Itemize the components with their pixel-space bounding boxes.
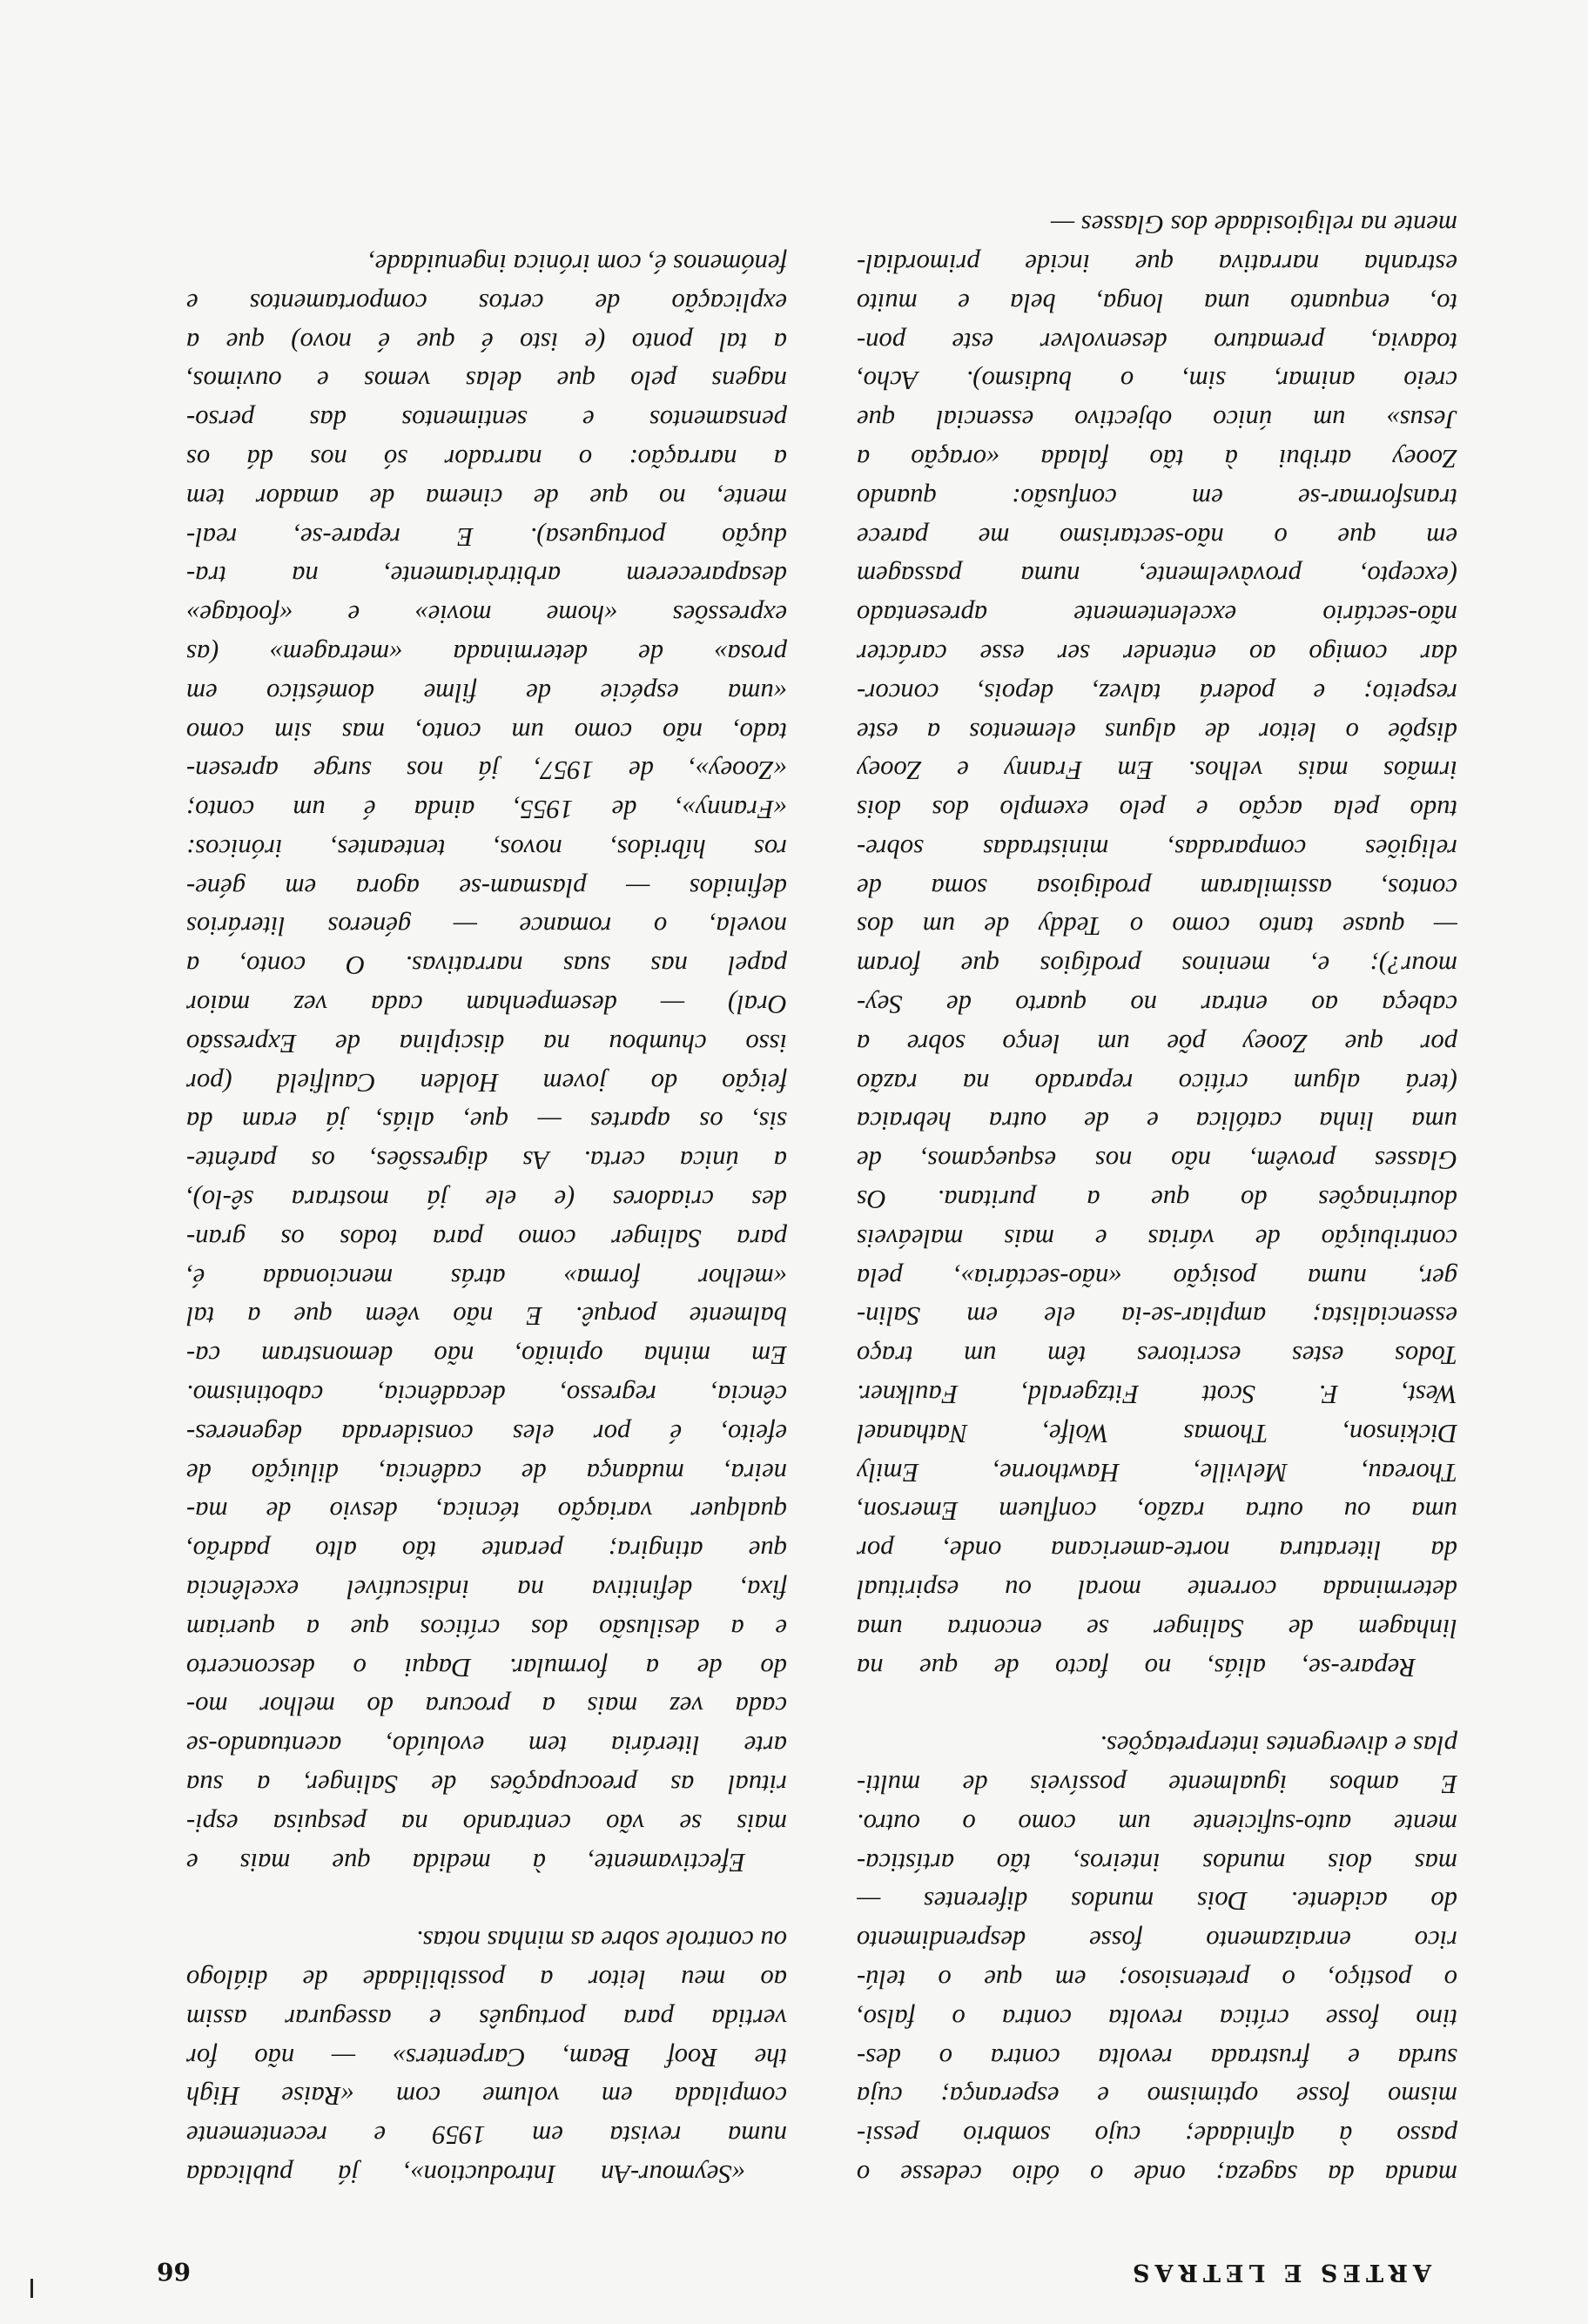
text-line: fixa, definitiva na indiscutível excelência: [186, 1575, 787, 1605]
text-line: neira, mudança de cadência, diluição de: [186, 1457, 787, 1488]
text-line: em que o não-sectarismo me parece: [857, 521, 1457, 552]
text-line: balmente porquê. E não vêem que a tal: [186, 1301, 787, 1332]
text-line: ao meu leitor a possibilidade de diálogo: [186, 1965, 787, 1995]
text-line: dispõe o leitor de alguns elementos a este: [857, 716, 1457, 747]
text-line: contribuição de várias e mais maleáveis: [857, 1223, 1457, 1253]
text-line: fenómenos é, com irónica ingenuidade,: [368, 248, 787, 279]
text-line: mour?); e, meninos prodígios que foram: [857, 950, 1457, 981]
text-line: cência, regresso, decadência, cabotinismo.: [186, 1380, 787, 1410]
text-line: nagens pelo que delas vemos e ouvimos,: [186, 366, 787, 396]
text-line: compilada em volume com «Raise High: [186, 2081, 787, 2112]
text-line: Dickinson, Thomas Wolfe, Nathanael: [857, 1418, 1457, 1448]
running-header: [157, 2251, 1431, 2286]
text-line: mente auto-suficiente um como o outro.: [857, 1808, 1457, 1838]
text-line: «Seymour-An Introduction», já publicada: [186, 2159, 745, 2189]
text-line: por que Zooey põe um lenço sobre a: [857, 1028, 1457, 1058]
scan-edge-mark: [30, 2279, 33, 2298]
text-line: Glasses provêm, não nos esqueçamos, de: [857, 1145, 1457, 1176]
text-line: Jesus» um único objectivo essencial que: [857, 405, 1457, 435]
text-line: sis, os apartes — que, aliás, já eram da: [186, 1106, 787, 1137]
text-line: transformar-se em confusão: quando: [857, 482, 1457, 513]
text-line: plas e divergentes interpretações.: [1100, 1730, 1457, 1761]
text-line: contos, assimilaram prodigiosa soma de: [857, 872, 1457, 903]
text-line: creio animar, sim, o budismo). Acho,: [857, 366, 1457, 396]
text-line: E ambos igualmente possíveis de multi-: [857, 1770, 1457, 1800]
left-text-column: [857, 205, 1457, 2193]
text-line: — quase tanto como o Teddy de um dos: [857, 911, 1457, 942]
text-line: manda da sageza; onde o ódio cedesse o: [857, 2159, 1457, 2189]
text-line: «melhor forma» atrás mencionada é,: [186, 1262, 787, 1293]
text-line: ger, numa posição «não-sectária», pela: [857, 1262, 1457, 1293]
text-line: mais se vão centrando na pesquisa espi-: [186, 1808, 787, 1838]
text-line: do de a formular. Daqui o desconcerto: [186, 1652, 787, 1683]
text-line: para Salinger como para todos os gran-: [186, 1223, 787, 1253]
text-line: dar comigo ao entender ser esse carácter: [857, 638, 1457, 668]
text-line: dução portuguesa). E repare-se, real-: [186, 521, 787, 552]
text-line: e a desilusão dos críticos que a queriam: [186, 1613, 787, 1643]
text-line: Efectivamente, à medida que mais e: [186, 1847, 745, 1877]
text-line: isso chumbou na disciplina de Expressão: [186, 1028, 787, 1058]
text-line: (excepto, provàvelmente, numa passagem: [857, 561, 1457, 591]
page-number: 66: [157, 2257, 191, 2286]
text-line: tudo pela acção e pelo exemplo dos dois: [857, 795, 1457, 825]
text-line: surda e frustrada revolta contra o des-: [857, 2042, 1457, 2072]
text-line: linhagem de Salinger se encontra uma: [857, 1613, 1457, 1643]
text-line: a única certa. As digressões, os parênte-: [186, 1145, 787, 1176]
text-line: prosa» de determinada «metragem» (as: [186, 638, 787, 668]
text-line: arte literária tem evoluído, acentuando-se: [186, 1730, 787, 1761]
paragraph-gap: [186, 1882, 787, 1921]
text-line: (terá algum crítico reparado na razão: [857, 1067, 1457, 1098]
text-line: ou controle sobre as minhas notas.: [415, 1925, 787, 1956]
text-line: tado, não como um conto, mas sim como: [186, 716, 787, 747]
text-line: West, F. Scott Fitzgerald, Faulkner.: [857, 1380, 1457, 1410]
text-line: tino fosse crítica revolta contra o falso,: [857, 2003, 1457, 2033]
text-line: Thoreau, Melville, Hawthorne, Emily: [857, 1457, 1457, 1488]
text-line: feição do jovem Holden Caulfield (por: [186, 1067, 787, 1098]
text-line: o postiço, o pretensioso; em que o telú-: [857, 1965, 1457, 1995]
text-line: desaparecerem arbitràriamente, na tra-: [186, 561, 787, 591]
paragraph-gap: [857, 1687, 1457, 1726]
text-line: Repare-se, aliás, no facto de que na: [857, 1652, 1416, 1683]
text-line: «uma espécie de filme doméstico em: [186, 677, 787, 708]
running-title: ARTES E LETRAS: [1127, 2259, 1431, 2286]
text-line: todavia, prematuro desenvolver este pon-: [857, 326, 1457, 357]
text-line: qualquer variação técnica, desvio de ma-: [186, 1496, 787, 1527]
text-line: irmãos mais velhos. Em Franny e Zooey: [857, 756, 1457, 786]
text-line: respeito; e poderá talvez, depois, concor-: [857, 677, 1457, 708]
text-line: da literatura norte-americana onde, por: [857, 1535, 1457, 1566]
text-line: a tal ponto (e isto é que é novo) que a: [186, 326, 787, 357]
text-line: mismo fosse optimismo e esperança; cuja: [857, 2081, 1457, 2112]
text-line: do acidente. Dois mundos diferentes —: [857, 1886, 1457, 1917]
text-line: mente na religiosidade dos Glasses —: [1050, 210, 1457, 240]
text-line: Em minha opinião, não demonstram ca-: [186, 1340, 787, 1371]
text-line: mas dois mundos inteiros, tão artística-: [857, 1847, 1457, 1877]
text-line: ritual as preocupações de Salinger, a sua: [186, 1770, 787, 1800]
text-line: cabeça ao entrar no quarto de Sey-: [857, 990, 1457, 1020]
text-line: uma linha católica e de outra hebraica: [857, 1106, 1457, 1137]
text-line: uma ou outra razão, confluem Emerson,: [857, 1496, 1457, 1527]
text-line: «Franny», de 1955, ainda é um conto;: [186, 795, 787, 825]
text-line: determinada corrente moral ou espiritual: [857, 1575, 1457, 1605]
text-line: expressões «home movie» e «footage»: [186, 600, 787, 630]
text-line: cada vez mais a procura do melhor mo-: [186, 1691, 787, 1722]
text-line: a narração: o narrador só nos dá os: [186, 443, 787, 474]
text-line: rico enraizamento fosse desprendimento: [857, 1925, 1457, 1956]
text-line: religiões comparadas, ministradas sobre-: [857, 833, 1457, 863]
text-line: mente, no que de cinema de amador tem: [186, 482, 787, 513]
text-line: não-sectário excelentemente apresentado: [857, 600, 1457, 630]
text-line: explicação de certos comportamentos e: [186, 287, 787, 318]
text-line: efeito, é por eles considerada degeneres-: [186, 1418, 787, 1448]
text-line: novela, o romance — géneros literários: [186, 911, 787, 942]
text-line: pensamentos e sentimentos das perso-: [186, 405, 787, 435]
text-line: to, enquanto uma longa, bela e muito: [857, 287, 1457, 318]
text-line: estranha narrativa que incide primordial-: [857, 248, 1457, 279]
text-line: essencialista; ampliar-se-ia ele em Salin-: [857, 1301, 1457, 1332]
right-text-column: [186, 244, 787, 2193]
text-line: doutrinações do que a puritana. Os: [857, 1185, 1457, 1215]
text-line: des criadores (e ele já mostrara sê-lo),: [186, 1185, 787, 1215]
text-line: the Roof Beam, Carpenters» — não for: [186, 2042, 787, 2072]
text-line: papel nas suas narrativas. O conto, a: [186, 950, 787, 981]
text-line: «Zooey», de 1957, já nos surge apresen-: [186, 756, 787, 786]
text-line: definidos — plasmam-se agora em géne-: [186, 872, 787, 903]
text-line: Todos estes escritores têm um traço: [857, 1340, 1457, 1371]
text-line: ros híbridos, novos, tenteantes, irónicos:: [186, 833, 787, 863]
text-line: vertida para português e assegurar assim: [186, 2003, 787, 2033]
text-line: Oral) — desempenham cada vez maior: [186, 990, 787, 1020]
text-line: que atingira; perante tão alto padrão,: [186, 1535, 787, 1566]
text-line: numa revista em 1959 e recentemente: [186, 2120, 787, 2151]
text-line: Zooey atribui à tão falada «oração a: [857, 443, 1457, 474]
text-line: passo à afinidade; cujo sombrio pessi-: [857, 2120, 1457, 2151]
